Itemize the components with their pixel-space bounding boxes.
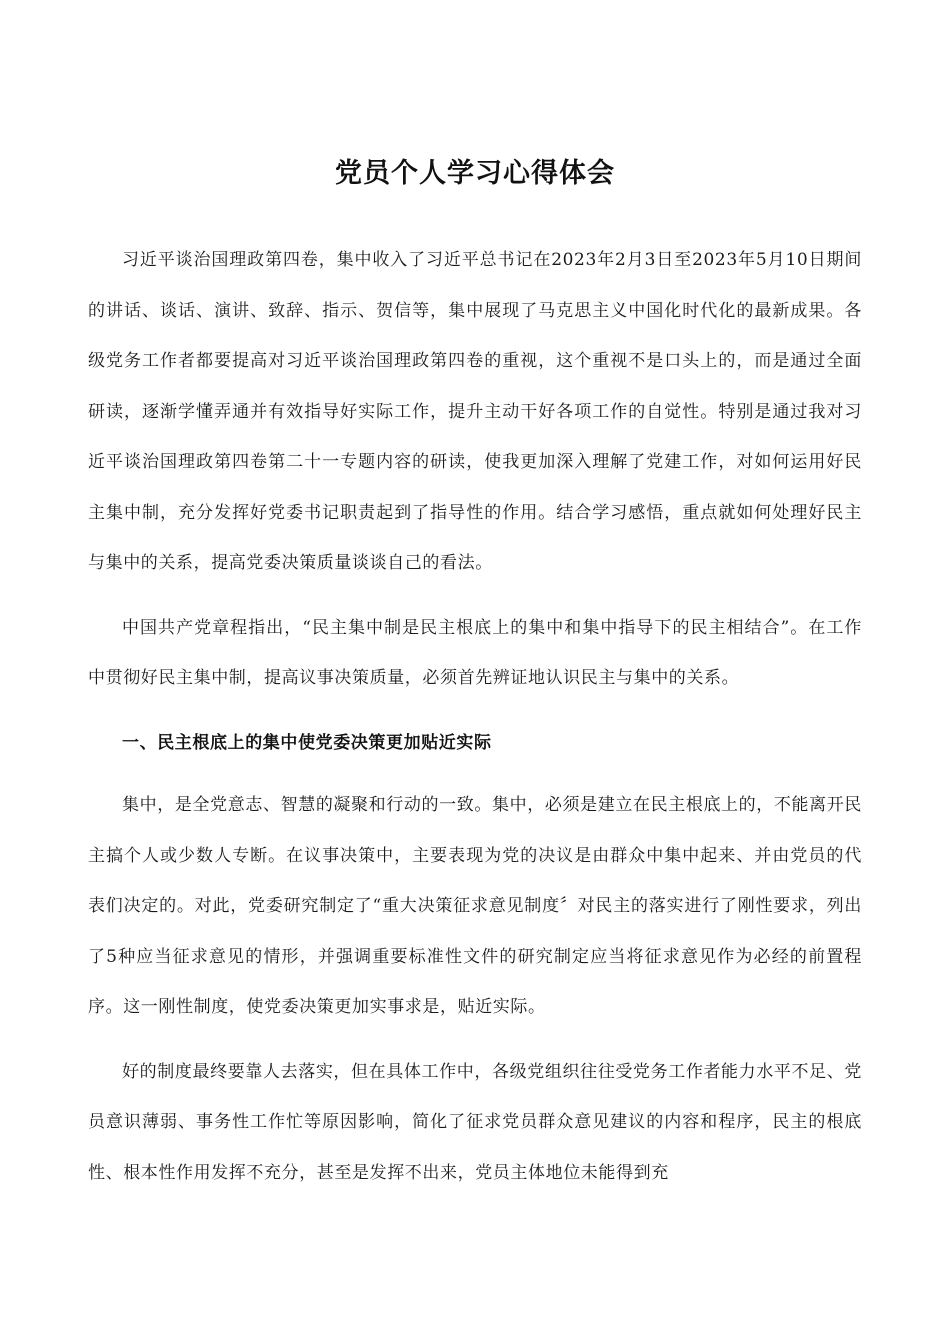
document-title: 党员个人学习心得体会 (335, 158, 615, 189)
document-body (88, 235, 862, 1212)
section-heading-1: 一、民主根底上的集中使党委决策更加贴近实际 (122, 732, 492, 753)
paragraph-centralism: 集中，是全党意志、智慧的凝聚和行动的一致。集中，必须是建立在民主根底上的，不能离开民主搞个人或少数人专断。在议事决策中，主要表现为党的决议是由群众中集中起来、并由党员的代表们决定的。对此，党委研究制定了“重大决策征求意见制度〞对民主的落实进行了刚性要求，列出了5种应当征求意见的情形，并强调重要标准性文件的研究制定应当将征求意见作为必经的前置程序。这一刚性制度，使党委决策更加实事求是，贴近实际。 (88, 795, 862, 1017)
paragraph-party-constitution: 中国共产党章程指出，“民主集中制是民主根底上的集中和集中指导下的民主相结合”。在工作中贯彻好民主集中制，提高议事决策质量，必须首先辨证地认识民主与集中的关系。 (88, 617, 862, 688)
paragraph-implementation: 好的制度最终要靠人去落实，但在具体工作中，各级党组织往往受党务工作者能力水平不足、党员意识薄弱、事务性工作忙等原因影响，简化了征求党员群众意见建议的内容和程序，民主的根底性、根本性作用发挥不充分，甚至是发挥不出来，党员主体地位未能得到充 (88, 1061, 862, 1183)
paragraph-intro: 习近平谈治国理政第四卷，集中收入了习近平总书记在2023年2月3日至2023年5月10日期间的讲话、谈话、演讲、致辞、指示、贺信等，集中展现了马克思主义中国化时代化的最新成果。各级党务工作者都要提高对习近平谈治国理政第四卷的重视，这个重视不是口头上的，而是通过全面研读，逐渐学懂弄通并有效指导好实际工作，提升主动干好各项工作的自觉性。特别是通过我对习近平谈治国理政第四卷第二十一专题内容的研读，使我更加深入理解了党建工作，对如何运用好民主集中制，充分发挥好党委书记职责起到了指导性的作用。结合学习感悟，重点就如何处理好民主与集中的关系，提高党委决策质量谈谈自己的看法。 (88, 250, 862, 573)
